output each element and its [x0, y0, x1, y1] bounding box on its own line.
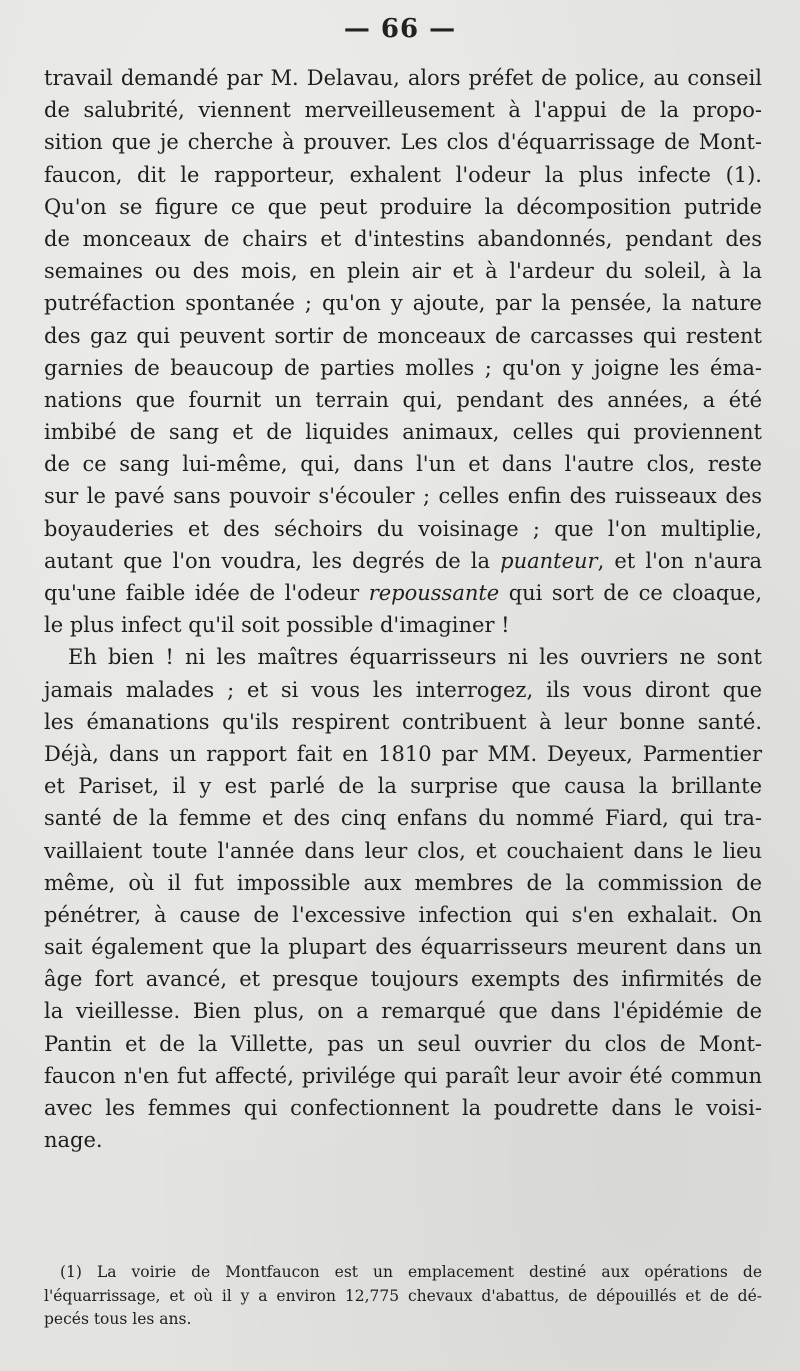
emphasis-word: puanteur: [500, 548, 598, 573]
text-line: Eh bien ! ni les maîtres équarrisseurs ni les ouvriers ne sont: [68, 645, 762, 670]
text-line: même, où il fut impossible aux membres de la commission de: [44, 870, 762, 895]
text-line: âge fort avancé, et presque toujours exempts des infirmités de: [44, 967, 762, 992]
text-line: Pantin et de la Villette, pas un seul ouvrier du clos de Mont-: [44, 1031, 762, 1056]
text-line: garnies de beaucoup de parties molles ; qu'on y joigne les éma-: [44, 355, 762, 380]
emphasis-word: repoussante: [368, 581, 500, 605]
text-line: faucon, dit le rapporteur, exhalent l'odeur la plus infecte (1).: [44, 162, 762, 187]
text-line: jamais malades ; et si vous les interrogez, ils vous diront que: [44, 677, 762, 702]
text-line: la vieillesse. Bien plus, on a remarqué que dans l'épidémie de: [44, 999, 762, 1024]
text-line: travail demandé par M. Delavau, alors préfet de police, au conseil: [44, 66, 762, 90]
text-line: Qu'on se figure ce que peut produire la décomposition putride: [44, 194, 762, 219]
footnote-line: pecés tous les ans.: [44, 1310, 192, 1328]
text-line: le plus infect qu'il soit possible d'imaginer !: [44, 613, 510, 638]
footnote: [44, 1261, 762, 1332]
text-line: et Pariset, il y est parlé de la surprise que causa la brillante: [44, 774, 762, 799]
text-line: imbibé de sang et de liquides animaux, celles qui proviennent: [44, 420, 762, 445]
text-line: de ce sang lui-même, qui, dans l'un et dans l'autre clos, reste: [44, 452, 762, 477]
page-number: — 66 —: [343, 14, 457, 44]
text-line: des gaz qui peuvent sortir de monceaux de carcasses qui restent: [44, 323, 762, 348]
text-line: Déjà, dans un rapport fait en 1810 par MM. Deyeux, Parmentier: [44, 741, 762, 766]
text-line: les émanations qu'ils respirent contribuent à leur bonne santé.: [44, 709, 762, 734]
text-line: santé de la femme et des cinq enfans du nommé Fiard, qui tra-: [44, 806, 762, 831]
footnote-line: l'équarrissage, et où il y a environ 12,775 chevaux d'abattus, de dépouillés et de dé-: [44, 1286, 762, 1305]
text-line: semaines ou des mois, en plein air et à l'ardeur du soleil, à la: [44, 259, 762, 284]
footnote-line: (1) La voirie de Montfaucon est un emplacement destiné aux opérations de: [60, 1263, 762, 1281]
body-text: [44, 62, 762, 1156]
text-line: faucon n'en fut affecté, privilége qui paraît leur avoir été commun: [44, 1063, 762, 1088]
text-line: boyauderies et des séchoirs du voisinage ; que l'on multiplie,: [44, 516, 762, 541]
text-line: putréfaction spontanée ; qu'on y ajoute, par la pensée, la nature: [44, 291, 762, 316]
text-line: autant que l'on voudra, les degrés de la puanteur, et l'on n'aura: [44, 548, 762, 573]
text-line: qu'une faible idée de l'odeur repoussante qui sort de ce cloaque,: [44, 581, 762, 605]
text-line: de salubrité, viennent merveilleusement à l'appui de la propo-: [44, 98, 762, 123]
text-line: pénétrer, à cause de l'excessive infection qui s'en exhalait. On: [44, 902, 762, 927]
text-line: nations que fournit un terrain qui, pendant des années, a été: [44, 387, 762, 412]
text-line: vaillaient toute l'année dans leur clos, et couchaient dans le lieu: [44, 838, 762, 863]
text-line: sition que je cherche à prouver. Les clos d'équarrissage de Mont-: [44, 130, 762, 155]
text-line: de monceaux de chairs et d'intestins abandonnés, pendant des: [44, 226, 762, 251]
text-line: avec les femmes qui confectionnent la poudrette dans le voisi-: [44, 1096, 762, 1120]
text-line: sur le pavé sans pouvoir s'écouler ; celles enfin des ruisseaux des: [44, 484, 762, 509]
text-line: nage.: [44, 1128, 103, 1153]
text-line: sait également que la plupart des équarrisseurs meurent dans un: [44, 935, 762, 960]
